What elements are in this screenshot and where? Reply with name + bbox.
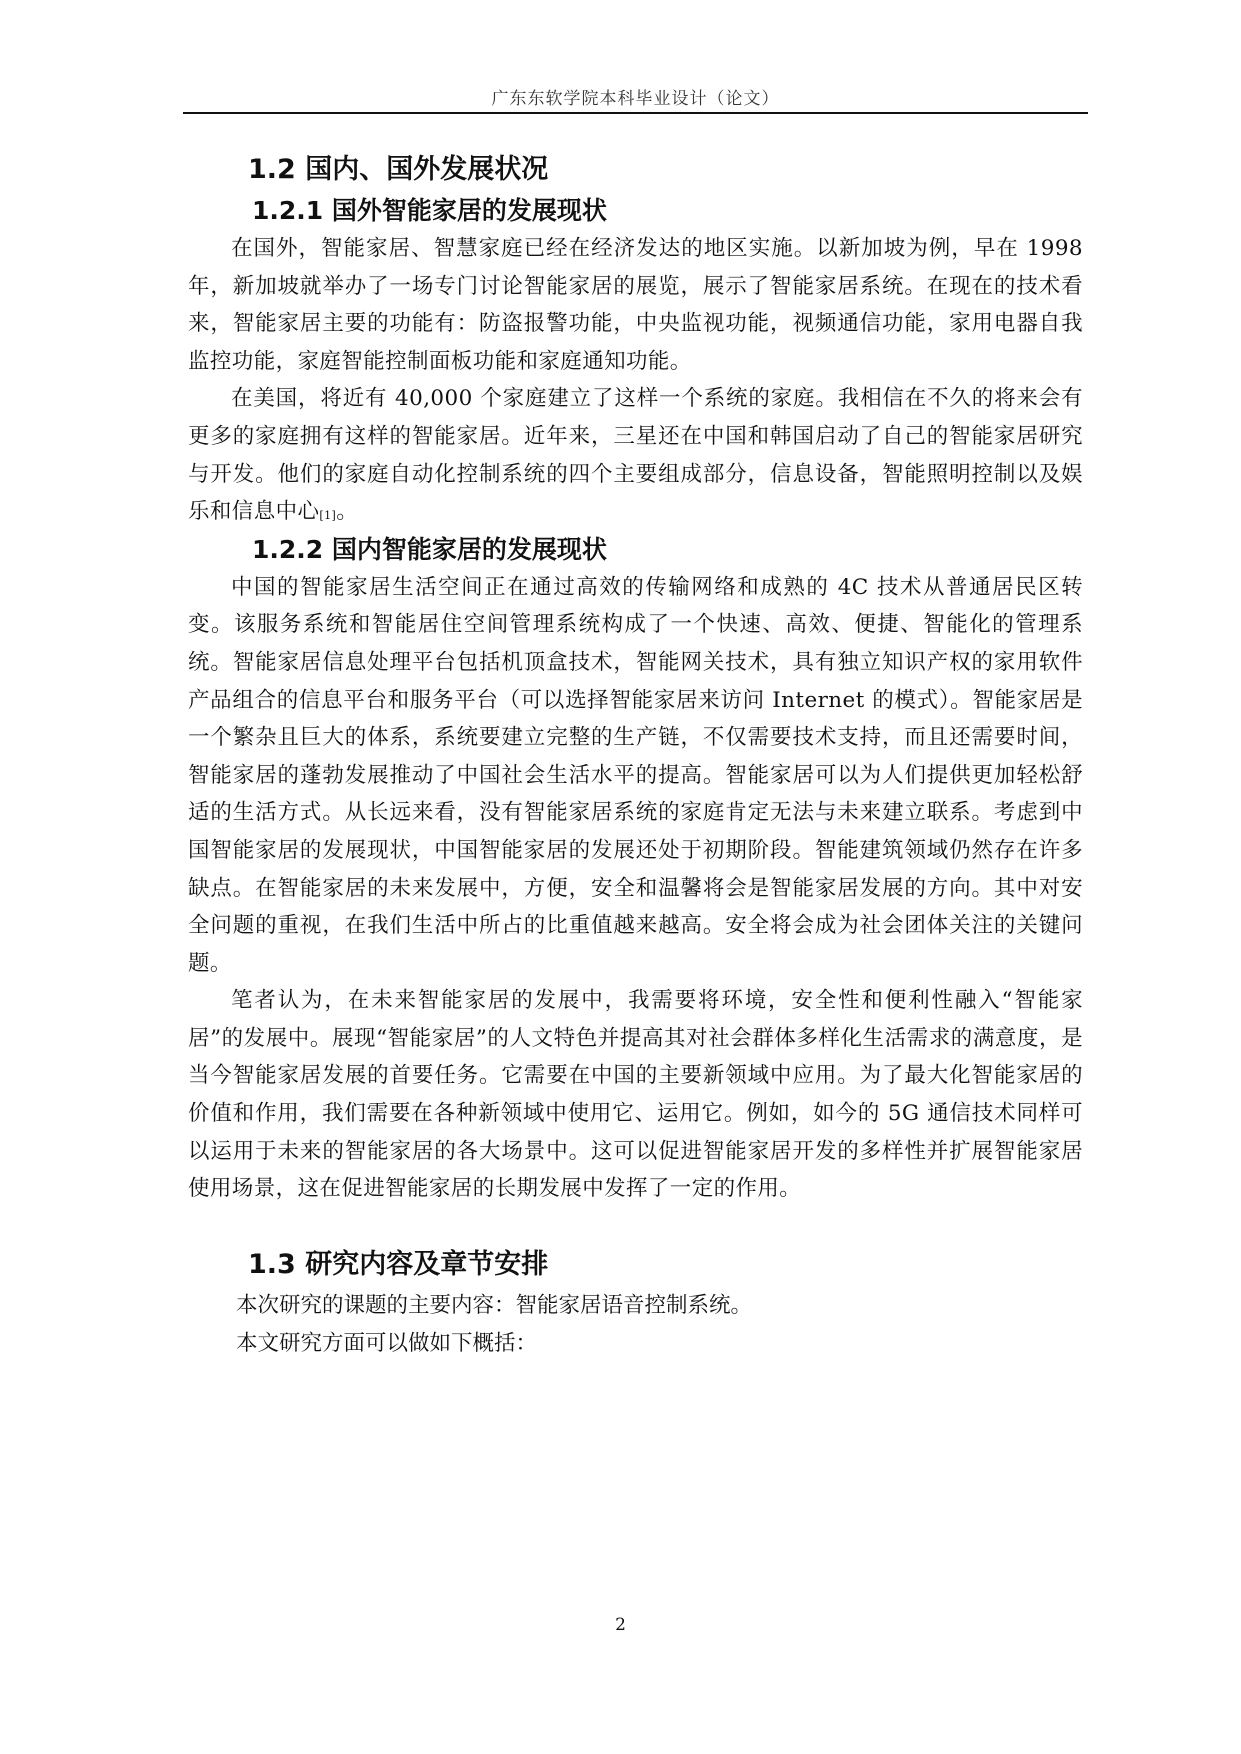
page-body <box>188 148 1083 1363</box>
section-heading-1-2: 1.2 国内、国外发展状况 <box>248 154 549 185</box>
section-gap <box>188 1208 1083 1243</box>
section-heading-1-3: 1.3 研究内容及章节安排 <box>248 1248 549 1280</box>
running-header: 广东东软学院本科毕业设计（论文） <box>491 89 780 109</box>
subsection-heading-1-2-1: 1.2.1 国外智能家居的发展现状 <box>252 196 607 225</box>
citation-marker: [1] <box>319 509 337 523</box>
paragraph-line: 本次研究的课题的主要内容：智能家居语音控制系统。 <box>236 1292 753 1318</box>
paragraph-text: 在美国，将近有 40,000 个家庭建立了这样一个系统的家庭。我相信在不久的将来会有更多的家庭拥有这样的智能家居。近年来，三星还在中国和韩国启动了自己的智能家居研究与开发。他们的家庭自动化控制系统的四个主要组成部分，信息设备，智能照明控制以及娱乐和信息中心 <box>188 386 1083 525</box>
paragraph-line: 本文研究方面可以做如下概括： <box>236 1330 538 1356</box>
page-number: 2 <box>615 1615 626 1635</box>
paragraph-end: 。 <box>336 499 359 525</box>
paragraph <box>188 380 1083 530</box>
subsection-heading-1-2-2: 1.2.2 国内智能家居的发展现状 <box>252 534 607 564</box>
header-rule <box>183 112 1088 114</box>
paragraph: 在国外，智能家居、智慧家庭已经在经济发达的地区实施。以新加坡为例，早在 1998 年，新加坡就举办了一场专门讨论智能家居的展览，展示了智能家居系统。在现在的技术看来，智能家居主要的功能有：防盗报警功能，中央监视功能，视频通信功能，家用电器自我监控功能，家庭智能控制面板功能和家庭通知功能。 <box>188 236 1083 374</box>
paragraph: 中国的智能家居生活空间正在通过高效的传输网络和成熟的 4C 技术从普通居民区转变。该服务系统和智能居住空间管理系统构成了一个快速、高效、便捷、智能化的管理系统。智能家居信息处理平台包括机顶盒技术，智能网关技术，具有独立知识产权的家用软件产品组合的信息平台和服务平台（可以选择智能家居来访问 Internet 的模式）。智能家居是一个繁杂且巨大的体系，系统要建立完整的生产链，不仅需要技术支持，而且还需要时间，智能家居的蓬勃发展推动了中国社会生活水平的提高。智能家居可以为人们提供更加轻松舒适的生活方式。从长远来看，没有智能家居系统的家庭肯定无法与未来建立联系。考虑到中国智能家居的发展现状，中国智能家居的发展还处于初期阶段。智能建筑领域仍然存在许多缺点。在智能家居的未来发展中，方便，安全和温馨将会是智能家居发展的方向。其中对安全问题的重视，在我们生活中所占的比重值越来越高。安全将会成为社会团体关注的关键问题。 <box>188 574 1083 976</box>
paragraph: 笔者认为，在未来智能家居的发展中，我需要将环境，安全性和便利性融入“智能家居”的发展中。展现“智能家居”的人文特色并提高其对社会群体多样化生活需求的满意度，是当今智能家居发展的首要任务。它需要在中国的主要新领域中应用。为了最大化智能家居的价值和作用，我们需要在各种新领域中使用它、运用它。例如，如今的 5G 通信技术同样可以运用于未来的智能家居的各大场景中。这可以促进智能家居开发的多样性并扩展智能家居使用场景，这在促进智能家居的长期发展中发挥了一定的作用。 <box>188 988 1083 1202</box>
